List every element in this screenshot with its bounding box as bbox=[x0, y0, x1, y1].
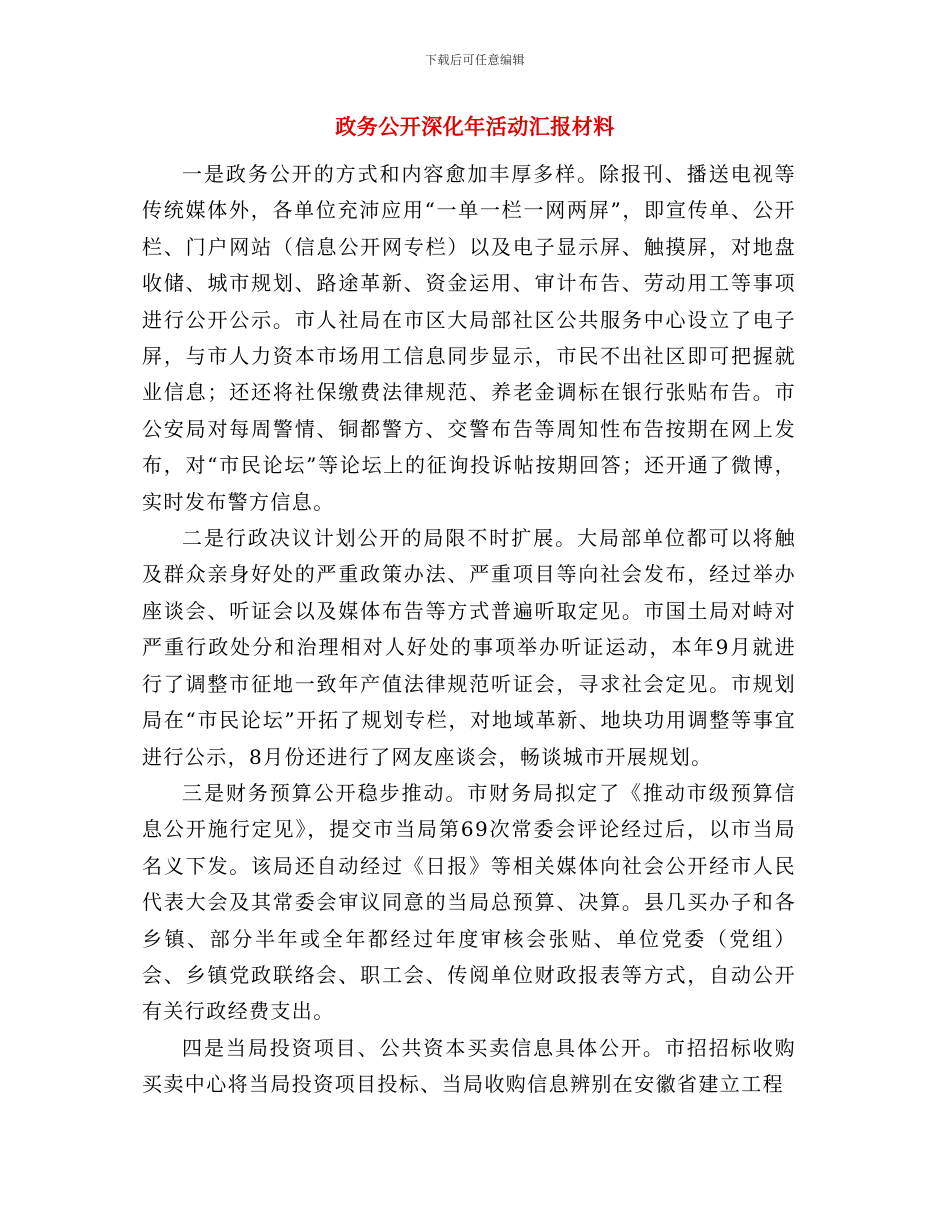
paragraph-2: 二是行政决议计划公开的局限不时扩展。大局部单位都可以将触及群众亲身好处的严重政策办法、严重项目等向社会发布，经过举办座谈会、听证会以及媒体布告等方式普遍听取定见。市国土局对峙对严重行政处分和治理相对人好处的事项举办听证运动，本年9月就进行了调整市征地一致年产值法律规范听证会，寻求社会定见。市规划局在“市民论坛”开拓了规划专栏，对地域革新、地块功用调整等事宜进行公示，8月份还进行了网友座谈会，畅谈城市开展规划。 bbox=[142, 526, 796, 769]
document-body bbox=[142, 156, 796, 1103]
paragraph-4: 四是当局投资项目、公共资本买卖信息具体公开。市招招标收购买卖中心将当局投资项目投标、当局收购信息辨别在安徽省建立工程 bbox=[142, 1035, 796, 1097]
document-title: 政务公开深化年活动汇报材料 bbox=[335, 114, 615, 139]
header-note: 下载后可任意编辑 bbox=[424, 53, 525, 67]
paragraph-1: 一是政务公开的方式和内容愈加丰厚多样。除报刊、播送电视等传统媒体外，各单位充沛应用“一单一栏一网两屏”，即宣传单、公开栏、门户网站（信息公开网专栏）以及电子显示屏、触摸屏，对地盘收储、城市规划、路途革新、资金运用、审计布告、劳动用工等事项进行公开公示。市人社局在市区大局部社区公共服务中心设立了电子屏，与市人力资本市场用工信息同步显示，市民不出社区即可把握就业信息；还还将社保缴费法律规范、养老金调标在银行张贴布告。市公安局对每周警情、铜都警方、交警布告等周知性布告按期在网上发布，对“市民论坛”等论坛上的征询投诉帖按期回答；还开通了微博，实时发布警方信息。 bbox=[142, 162, 796, 514]
paragraph-3: 三是财务预算公开稳步推动。市财务局拟定了《推动市级预算信息公开施行定见》，提交市当局第69次常委会评论经过后，以市当局名义下发。该局还自动经过《日报》等相关媒体向社会公开经市人民代表大会及其常委会审议同意的当局总预算、决算。县几买办子和各乡镇、部分半年或全年都经过年度审核会张贴、单位党委（党组）会、乡镇党政联络会、职工会、传阅单位财政报表等方式，自动公开有关行政经费支出。 bbox=[142, 780, 796, 1024]
